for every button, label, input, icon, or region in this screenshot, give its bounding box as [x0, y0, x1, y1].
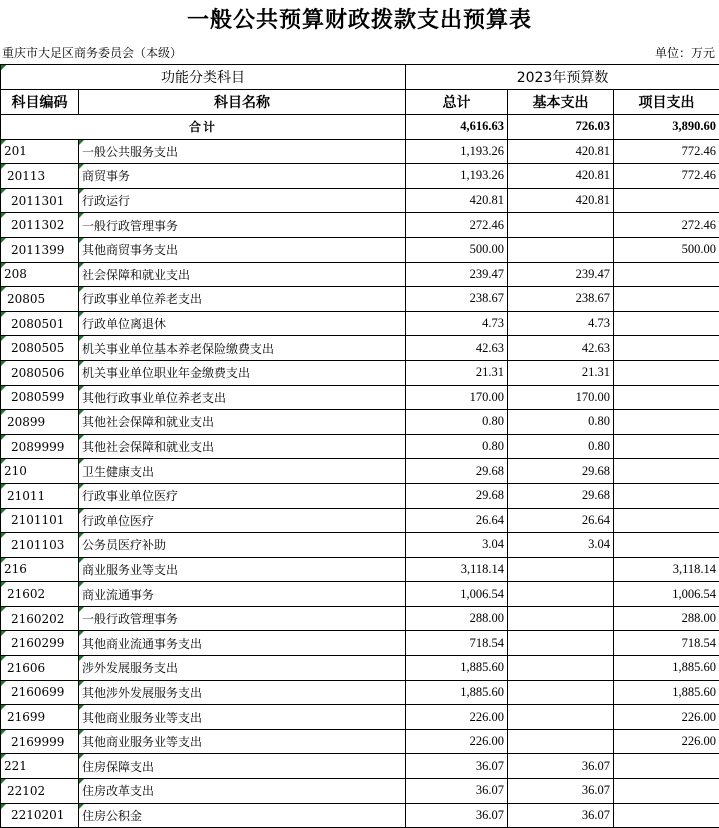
row-project: 1,885.60 [614, 656, 719, 681]
row-basic: 21.31 [508, 360, 614, 385]
total-basic: 726.03 [508, 115, 614, 140]
unit-row [0, 40, 719, 64]
row-project [614, 508, 719, 533]
row-project [614, 336, 719, 361]
row-total: 718.54 [406, 631, 508, 656]
row-basic [508, 631, 614, 656]
row-basic [508, 237, 614, 262]
row-total: 170.00 [406, 385, 508, 410]
row-total: 1,193.26 [406, 164, 508, 189]
row-code: 2080599 [1, 385, 79, 410]
row-basic: 29.68 [508, 459, 614, 484]
row-project [614, 434, 719, 459]
row-total: 0.80 [406, 434, 508, 459]
row-basic: 3.04 [508, 533, 614, 558]
row-project: 3,118.14 [614, 557, 719, 582]
row-name: 行政运行 [79, 188, 406, 213]
row-total: 42.63 [406, 336, 508, 361]
table-row [1, 385, 719, 410]
row-code: 2101103 [1, 533, 79, 558]
row-basic: 239.47 [508, 262, 614, 287]
row-project: 772.46 [614, 139, 719, 164]
row-project: 226.00 [614, 729, 719, 754]
row-basic: 36.07 [508, 779, 614, 804]
row-name: 公务员医疗补助 [79, 533, 406, 558]
row-name: 行政事业单位养老支出 [79, 287, 406, 312]
row-name: 其他商业服务业等支出 [79, 729, 406, 754]
table-row [1, 262, 719, 287]
row-project [614, 385, 719, 410]
row-project: 226.00 [614, 705, 719, 730]
row-total: 1,885.60 [406, 656, 508, 681]
row-basic: 42.63 [508, 336, 614, 361]
row-total: 226.00 [406, 705, 508, 730]
total-row [1, 115, 719, 140]
row-total: 29.68 [406, 483, 508, 508]
row-name: 其他商业流通事务支出 [79, 631, 406, 656]
row-code: 2160699 [1, 680, 79, 705]
row-project [614, 188, 719, 213]
table-row [1, 631, 719, 656]
table-row [1, 459, 719, 484]
row-code: 20113 [1, 164, 79, 189]
row-name: 行政单位医疗 [79, 508, 406, 533]
row-project [614, 483, 719, 508]
row-code: 2011399 [1, 237, 79, 262]
row-basic: 4.73 [508, 311, 614, 336]
row-code: 2169999 [1, 729, 79, 754]
row-total: 420.81 [406, 188, 508, 213]
row-basic: 0.80 [508, 434, 614, 459]
row-total: 272.46 [406, 213, 508, 238]
page-title: 一般公共预算财政拨款支出预算表 [0, 0, 719, 40]
row-total: 21.31 [406, 360, 508, 385]
row-code: 2089999 [1, 434, 79, 459]
total-amount: 4,616.63 [406, 115, 508, 140]
row-code: 21011 [1, 483, 79, 508]
row-project [614, 262, 719, 287]
table-row [1, 557, 719, 582]
row-code: 2011301 [1, 188, 79, 213]
row-basic [508, 606, 614, 631]
row-project: 288.00 [614, 606, 719, 631]
row-total: 36.07 [406, 779, 508, 804]
table-row [1, 705, 719, 730]
table-row [1, 164, 719, 189]
row-name: 商业服务业等支出 [79, 557, 406, 582]
row-basic [508, 656, 614, 681]
row-total: 3,118.14 [406, 557, 508, 582]
row-code: 2011302 [1, 213, 79, 238]
row-code: 210 [1, 459, 79, 484]
row-basic: 420.81 [508, 188, 614, 213]
row-basic: 238.67 [508, 287, 614, 312]
row-total: 26.64 [406, 508, 508, 533]
header-basic: 基本支出 [508, 90, 614, 115]
row-total: 0.80 [406, 410, 508, 435]
total-label: 合计 [1, 115, 406, 140]
row-project [614, 410, 719, 435]
header-name: 科目名称 [79, 90, 406, 115]
row-name: 商贸事务 [79, 164, 406, 189]
row-total: 1,885.60 [406, 680, 508, 705]
row-name: 其他社会保障和就业支出 [79, 410, 406, 435]
row-code: 2210201 [1, 803, 79, 828]
row-total: 500.00 [406, 237, 508, 262]
row-project: 1,006.54 [614, 582, 719, 607]
row-code: 2160299 [1, 631, 79, 656]
row-basic: 36.07 [508, 754, 614, 779]
table-row [1, 213, 719, 238]
header-function-category: 功能分类科目 [1, 65, 406, 90]
table-row [1, 533, 719, 558]
row-basic: 170.00 [508, 385, 614, 410]
row-name: 其他涉外发展服务支出 [79, 680, 406, 705]
row-basic: 420.81 [508, 139, 614, 164]
row-total: 238.67 [406, 287, 508, 312]
row-basic: 36.07 [508, 803, 614, 828]
table-row [1, 188, 719, 213]
row-name: 行政事业单位医疗 [79, 483, 406, 508]
row-name: 其他商业服务业等支出 [79, 705, 406, 730]
table-row [1, 729, 719, 754]
row-name: 涉外发展服务支出 [79, 656, 406, 681]
row-code: 2080501 [1, 311, 79, 336]
row-code: 21606 [1, 656, 79, 681]
table-row [1, 336, 719, 361]
row-basic [508, 213, 614, 238]
table-row [1, 803, 719, 828]
row-project [614, 803, 719, 828]
row-basic [508, 582, 614, 607]
header-code: 科目编码 [1, 90, 79, 115]
row-name: 一般公共服务支出 [79, 139, 406, 164]
row-name: 一般行政管理事务 [79, 606, 406, 631]
table-row [1, 582, 719, 607]
table-row [1, 508, 719, 533]
row-total: 288.00 [406, 606, 508, 631]
header-total: 总计 [406, 90, 508, 115]
row-name: 社会保障和就业支出 [79, 262, 406, 287]
organization-name: 重庆市大足区商务委员会（本级） [2, 44, 182, 61]
row-project [614, 533, 719, 558]
header-budget-year: 2023年预算数 [406, 65, 719, 90]
table-row [1, 434, 719, 459]
row-code: 216 [1, 557, 79, 582]
row-code: 2101101 [1, 508, 79, 533]
row-code: 20805 [1, 287, 79, 312]
row-total: 239.47 [406, 262, 508, 287]
row-total: 1,193.26 [406, 139, 508, 164]
table-row [1, 680, 719, 705]
row-project [614, 754, 719, 779]
row-name: 其他社会保障和就业支出 [79, 434, 406, 459]
row-project: 1,885.60 [614, 680, 719, 705]
row-name: 住房公积金 [79, 803, 406, 828]
table-row [1, 656, 719, 681]
row-total: 29.68 [406, 459, 508, 484]
row-project [614, 360, 719, 385]
row-name: 其他行政事业单位养老支出 [79, 385, 406, 410]
row-code: 2080505 [1, 336, 79, 361]
table-row [1, 311, 719, 336]
row-basic [508, 557, 614, 582]
row-name: 行政单位离退休 [79, 311, 406, 336]
table-row [1, 237, 719, 262]
row-name: 住房保障支出 [79, 754, 406, 779]
budget-table [0, 64, 719, 828]
row-code: 208 [1, 262, 79, 287]
row-total: 36.07 [406, 803, 508, 828]
table-row [1, 360, 719, 385]
table-row [1, 410, 719, 435]
row-code: 21699 [1, 705, 79, 730]
row-name: 住房改革支出 [79, 779, 406, 804]
row-project [614, 779, 719, 804]
row-code: 21602 [1, 582, 79, 607]
row-project [614, 311, 719, 336]
row-basic: 26.64 [508, 508, 614, 533]
row-total: 3.04 [406, 533, 508, 558]
total-project: 3,890.60 [614, 115, 719, 140]
row-code: 2160202 [1, 606, 79, 631]
row-basic [508, 705, 614, 730]
row-project [614, 459, 719, 484]
row-code: 20899 [1, 410, 79, 435]
header-row-columns [1, 90, 719, 115]
row-total: 226.00 [406, 729, 508, 754]
row-project [614, 287, 719, 312]
row-name: 一般行政管理事务 [79, 213, 406, 238]
row-project: 272.46 [614, 213, 719, 238]
row-name: 机关事业单位基本养老保险缴费支出 [79, 336, 406, 361]
header-project: 项目支出 [614, 90, 719, 115]
table-row [1, 779, 719, 804]
row-code: 221 [1, 754, 79, 779]
table-row [1, 139, 719, 164]
row-project: 772.46 [614, 164, 719, 189]
row-code: 22102 [1, 779, 79, 804]
row-name: 其他商贸事务支出 [79, 237, 406, 262]
table-row [1, 483, 719, 508]
row-name: 商业流通事务 [79, 582, 406, 607]
table-body [1, 115, 719, 828]
table-row [1, 606, 719, 631]
row-project: 500.00 [614, 237, 719, 262]
row-basic: 29.68 [508, 483, 614, 508]
row-basic: 0.80 [508, 410, 614, 435]
table-row [1, 754, 719, 779]
row-code: 2080506 [1, 360, 79, 385]
row-code: 201 [1, 139, 79, 164]
row-total: 1,006.54 [406, 582, 508, 607]
row-basic: 420.81 [508, 164, 614, 189]
row-total: 4.73 [406, 311, 508, 336]
row-total: 36.07 [406, 754, 508, 779]
row-basic [508, 729, 614, 754]
row-name: 卫生健康支出 [79, 459, 406, 484]
table-row [1, 287, 719, 312]
header-row-group [1, 65, 719, 90]
row-name: 机关事业单位职业年金缴费支出 [79, 360, 406, 385]
row-project: 718.54 [614, 631, 719, 656]
row-basic [508, 680, 614, 705]
unit-label: 单位：万元 [655, 44, 715, 61]
